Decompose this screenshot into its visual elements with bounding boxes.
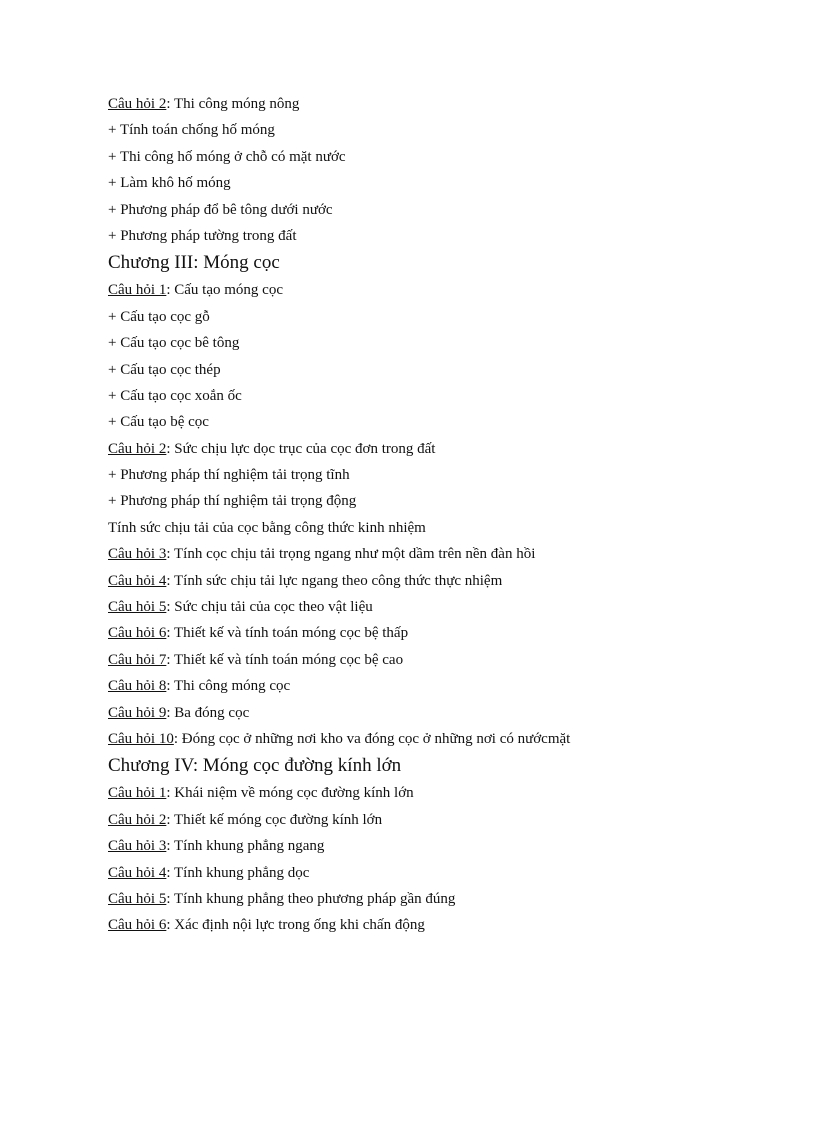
- question-text: : Thiết kế móng cọc đường kính lớn: [166, 811, 383, 828]
- question-text: : Cấu tạo móng cọc: [166, 282, 283, 299]
- body-line: + Phương pháp đổ bê tông dưới nước: [108, 201, 333, 218]
- body-line: + Cấu tạo cọc xoắn ốc: [108, 387, 242, 404]
- question-label: Câu hỏi 2: [108, 440, 167, 457]
- chapter-heading: Chương III: Móng cọc: [108, 252, 280, 274]
- question-text: : Thi công móng nông: [166, 96, 300, 112]
- question-text: : Tính khung phẳng dọc: [166, 864, 310, 881]
- question-text: : Tính cọc chịu tải trọng ngang như một dầm trên nền đàn hồi: [166, 546, 536, 563]
- question-label: Câu hỏi 5: [108, 599, 167, 616]
- question-text: : Tính khung phẳng theo phương pháp gần đúng: [166, 890, 456, 907]
- question-label: Câu hỏi 5: [108, 890, 167, 907]
- question-text: : Sức chịu lực dọc trục của cọc đơn trong đất: [166, 440, 436, 457]
- question-text: : Thiết kế và tính toán móng cọc bệ thấp: [166, 625, 409, 642]
- question-label: Câu hỏi 1: [108, 785, 167, 802]
- question-line: [108, 436, 798, 462]
- body-line: + Phương pháp thí nghiệm tải trọng tĩnh: [108, 467, 350, 484]
- body-line: + Phương pháp tường trong đất: [108, 227, 297, 244]
- question-line: [108, 886, 798, 912]
- question-line: [108, 541, 798, 567]
- question-text: : Sức chịu tải của cọc theo vật liệu: [166, 599, 373, 616]
- question-line: [108, 912, 798, 938]
- question-label: Câu hỏi 7: [108, 651, 167, 668]
- body-line: + Cấu tạo cọc gỗ: [108, 308, 210, 325]
- question-label: Câu hỏi 6: [108, 625, 167, 642]
- question-text: : Ba đóng cọc: [166, 704, 250, 721]
- question-label: Câu hỏi 9: [108, 704, 167, 721]
- body-line: + Làm khô hố móng: [108, 175, 231, 192]
- question-label: Câu hỏi 2: [108, 96, 167, 112]
- body-line: + Cấu tạo bệ cọc: [108, 414, 209, 431]
- question-line: [108, 277, 798, 303]
- body-line: Tính sức chịu tải của cọc bằng công thức kinh nhiệm: [108, 519, 426, 536]
- question-text: : Đóng cọc ở những nơi kho va đóng cọc ở những nơi có nướcmặt: [173, 730, 571, 747]
- question-line: [108, 860, 798, 886]
- question-line: [108, 673, 798, 699]
- question-label: Câu hỏi 1: [108, 282, 167, 299]
- question-label: Câu hỏi 8: [108, 678, 167, 695]
- question-text: : Thiết kế và tính toán móng cọc bệ cao: [166, 651, 404, 668]
- question-label: Câu hỏi 3: [108, 838, 167, 855]
- question-text: : Tính khung phẳng ngang: [166, 838, 325, 855]
- question-line: [108, 594, 798, 620]
- question-line: [108, 91, 798, 117]
- question-line: [108, 568, 798, 594]
- body-line: + Phương pháp thí nghiệm tải trọng động: [108, 493, 357, 510]
- question-label: Câu hỏi 10: [108, 730, 174, 747]
- question-line: [108, 726, 798, 752]
- question-line: [108, 807, 798, 833]
- question-line: [108, 780, 798, 806]
- question-line: [108, 647, 798, 673]
- question-text: : Tính sức chịu tải lực ngang theo công thức thực nhiệm: [166, 572, 503, 589]
- question-text: : Thi công móng cọc: [166, 678, 291, 695]
- body-line: + Thi công hố móng ở chỗ có mặt nước: [108, 148, 346, 165]
- document-body: [108, 91, 798, 939]
- question-label: Câu hỏi 3: [108, 546, 167, 563]
- body-line: + Tính toán chống hố móng: [108, 122, 275, 139]
- question-label: Câu hỏi 4: [108, 864, 167, 881]
- body-line: + Cấu tạo cọc bê tông: [108, 335, 240, 352]
- question-line: [108, 700, 798, 726]
- question-label: Câu hỏi 4: [108, 572, 167, 589]
- chapter-heading: Chương IV: Móng cọc đường kính lớn: [108, 755, 402, 777]
- question-text: : Khái niệm về móng cọc đường kính lớn: [166, 785, 414, 802]
- question-line: [108, 620, 798, 646]
- question-text: : Xác định nội lực trong ống khi chấn động: [166, 917, 425, 934]
- body-line: + Cấu tạo cọc thép: [108, 361, 221, 378]
- question-line: [108, 833, 798, 859]
- question-label: Câu hỏi 2: [108, 811, 167, 828]
- question-label: Câu hỏi 6: [108, 917, 167, 934]
